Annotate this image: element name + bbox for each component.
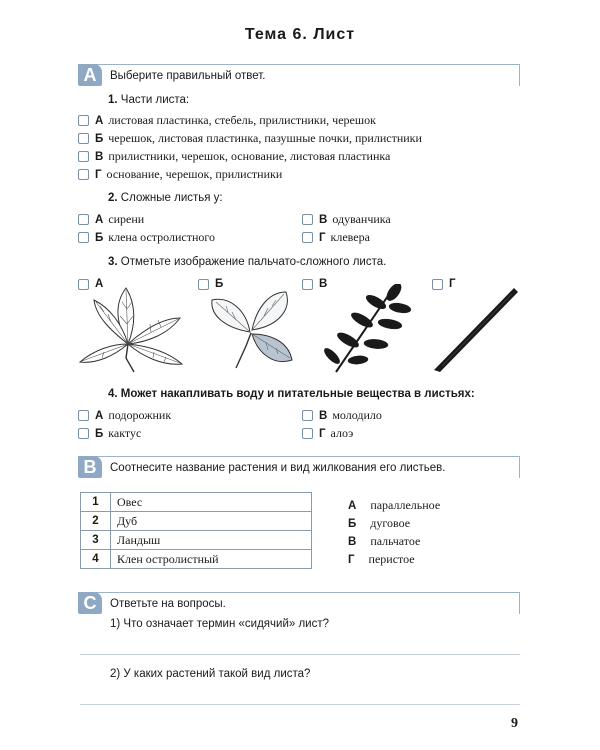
option-letter: Б	[95, 231, 104, 244]
option-text: алоэ	[330, 426, 354, 440]
table-row	[81, 550, 312, 569]
checkbox[interactable]	[302, 279, 313, 290]
plant-name: Дуб	[111, 512, 312, 531]
option-letter: Г	[319, 231, 326, 244]
checkbox[interactable]	[302, 214, 313, 225]
pinnate-compound-leaf-image	[314, 284, 414, 376]
palmate-compound-leaf-image	[76, 284, 188, 374]
option-text: прилистники, черешок, основание, листовая пластинка	[108, 149, 391, 163]
question-2	[108, 192, 223, 204]
option-text: кактус	[108, 426, 142, 440]
q2-option-c[interactable]	[302, 212, 391, 227]
question-3	[108, 256, 386, 268]
plant-name: Ландыш	[111, 531, 312, 550]
venation-text: параллельное	[370, 498, 441, 512]
section-a-badge: A	[78, 64, 102, 86]
checkbox[interactable]	[78, 214, 89, 225]
section-c-question-2: 2) У каких растений такой вид листа?	[110, 668, 311, 680]
option-letter: Г	[95, 168, 102, 181]
q4-option-b[interactable]	[78, 426, 141, 441]
plant-number: 1	[81, 493, 111, 512]
section-b-badge: B	[78, 456, 102, 478]
q2-option-d[interactable]	[302, 230, 370, 245]
venation-item	[348, 498, 440, 513]
section-b-rule	[519, 456, 520, 478]
checkbox[interactable]	[302, 410, 313, 421]
venation-letter: Б	[348, 517, 357, 530]
venation-item	[348, 516, 410, 531]
section-a-instruction: Выберите правильный ответ.	[110, 70, 266, 82]
question-3-number: 3.	[108, 256, 118, 268]
venation-item	[348, 552, 415, 567]
checkbox[interactable]	[78, 169, 89, 180]
q4-option-d[interactable]	[302, 426, 353, 441]
q1-option-b[interactable]	[78, 131, 422, 146]
option-letter: Г	[319, 427, 326, 440]
option-letter: Г	[449, 278, 456, 290]
q1-option-c[interactable]	[78, 149, 390, 164]
venation-text: дуговое	[370, 516, 411, 530]
section-c-instruction: Ответьте на вопросы.	[110, 598, 226, 610]
checkbox[interactable]	[78, 232, 89, 243]
option-letter: В	[95, 150, 104, 163]
option-letter: А	[95, 213, 104, 226]
question-1	[108, 94, 189, 106]
q1-option-a[interactable]	[78, 113, 376, 128]
question-1-text: Части листа:	[120, 94, 190, 106]
option-letter: Б	[215, 278, 224, 290]
plant-name: Клен остролистный	[111, 550, 312, 569]
option-text: подорожник	[108, 408, 172, 422]
option-text: клевера	[330, 230, 370, 244]
checkbox[interactable]	[78, 428, 89, 439]
venation-letter: Г	[348, 553, 355, 566]
q4-option-c[interactable]	[302, 408, 382, 423]
option-letter: А	[95, 278, 104, 290]
question-2-number: 2.	[108, 192, 118, 204]
section-a-rule	[519, 64, 520, 86]
option-text: одуванчика	[332, 212, 391, 226]
plants-table	[80, 492, 312, 569]
option-text: черешок, листовая пластинка, пазушные почки, прилистники	[108, 131, 422, 145]
venation-item	[348, 534, 420, 549]
plant-number: 2	[81, 512, 111, 531]
option-text: листовая пластинка, стебель, прилистники, черешок	[108, 113, 376, 127]
checkbox[interactable]	[78, 410, 89, 421]
checkbox[interactable]	[78, 133, 89, 144]
question-2-text: Сложные листья у:	[120, 192, 223, 204]
page-number: 9	[511, 716, 518, 731]
venation-letter: А	[348, 499, 357, 512]
venation-letter: В	[348, 535, 357, 548]
ternate-leaf-image	[206, 284, 298, 372]
option-letter: В	[319, 278, 328, 290]
plant-number: 4	[81, 550, 111, 569]
option-letter: В	[319, 409, 328, 422]
page-title: Тема 6. Лист	[244, 26, 356, 43]
section-c-badge: C	[78, 592, 102, 614]
checkbox[interactable]	[78, 115, 89, 126]
checkbox[interactable]	[302, 232, 313, 243]
q2-option-a[interactable]	[78, 212, 144, 227]
linear-leaf-image	[428, 284, 524, 374]
option-letter: Б	[95, 427, 104, 440]
venation-text: перистое	[368, 552, 415, 566]
option-letter: В	[319, 213, 328, 226]
option-text: основание, черешок, прилистники	[106, 167, 283, 181]
option-letter: А	[95, 114, 104, 127]
answer-line-1[interactable]	[80, 654, 520, 655]
q2-option-b[interactable]	[78, 230, 215, 245]
question-1-number: 1.	[108, 94, 118, 106]
option-letter: А	[95, 409, 104, 422]
answer-line-2[interactable]	[80, 704, 520, 705]
table-row	[81, 493, 312, 512]
option-text: сирени	[108, 212, 145, 226]
question-4	[108, 388, 475, 400]
checkbox[interactable]	[78, 151, 89, 162]
option-text: молодило	[332, 408, 382, 422]
q4-option-a[interactable]	[78, 408, 171, 423]
checkbox[interactable]	[302, 428, 313, 439]
q1-option-d[interactable]	[78, 167, 282, 182]
plant-name: Овес	[111, 493, 312, 512]
question-4-number: 4.	[108, 388, 118, 400]
table-row	[81, 531, 312, 550]
section-c-rule	[519, 592, 520, 614]
section-c-question-1: 1) Что означает термин «сидячий» лист?	[110, 618, 329, 630]
table-row	[81, 512, 312, 531]
section-b-instruction: Соотнесите название растения и вид жилкования его листьев.	[110, 462, 446, 474]
option-letter: Б	[95, 132, 104, 145]
question-4-text: Может накапливать воду и питательные вещества в листьях:	[120, 388, 475, 400]
question-3-text: Отметьте изображение пальчато-сложного листа.	[120, 256, 387, 268]
option-text: клена остролистного	[108, 230, 216, 244]
venation-text: пальчатое	[370, 534, 421, 548]
plant-number: 3	[81, 531, 111, 550]
